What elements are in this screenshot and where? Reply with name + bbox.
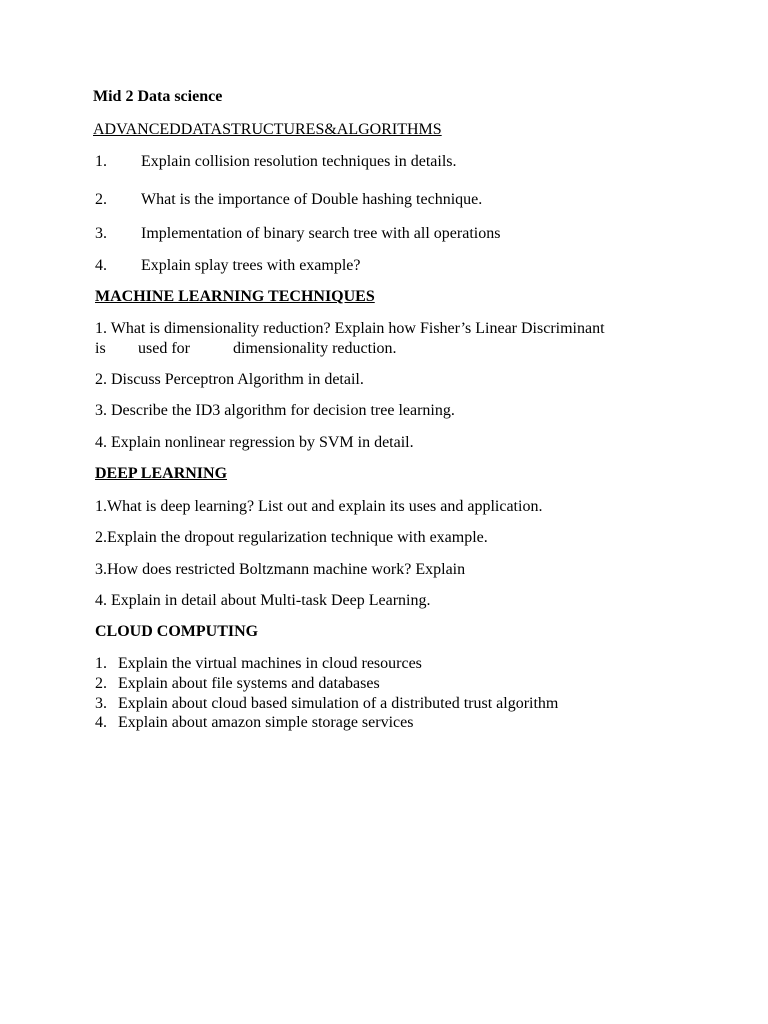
item-number: 4. <box>95 714 107 731</box>
list-item: 2.Explain the dropout regularization technique with example. <box>95 529 488 546</box>
item-text: Explain about file systems and databases <box>118 675 380 692</box>
section-heading-ads: ADVANCEDDATASTRUCTURES&ALGORITHMS <box>93 121 442 138</box>
item-number: 3. <box>95 225 107 242</box>
section-heading-ml: MACHINE LEARNING TECHNIQUES <box>95 288 375 305</box>
list-item: 4. Explain nonlinear regression by SVM in detail. <box>95 434 414 451</box>
item-text: Explain the virtual machines in cloud resources <box>118 655 422 672</box>
item-text: Explain about cloud based simulation of a distributed trust algorithm <box>118 695 559 712</box>
item-text: What is the importance of Double hashing technique. <box>141 191 483 208</box>
item-text: Implementation of binary search tree with all operations <box>141 225 501 242</box>
list-item: 4. Explain in detail about Multi-task Deep Learning. <box>95 592 431 609</box>
list-item: 2. Discuss Perceptron Algorithm in detail. <box>95 371 364 388</box>
item-number: 2. <box>95 191 107 208</box>
document-title: Mid 2 Data science <box>93 88 223 105</box>
item-number: 4. <box>95 257 107 274</box>
item-number: 2. <box>95 675 107 692</box>
item-text-line2-part3: dimensionality reduction. <box>233 340 397 357</box>
list-item: 3. Describe the ID3 algorithm for decision tree learning. <box>95 402 455 419</box>
item-text-line1: 1. What is dimensionality reduction? Explain how Fisher’s Linear Discriminant <box>95 320 605 337</box>
item-number: 3. <box>95 695 107 712</box>
item-number: 1. <box>95 655 107 672</box>
item-number: 1. <box>95 153 107 170</box>
item-text: Explain splay trees with example? <box>141 257 361 274</box>
item-text-line2-part1: is <box>95 340 106 357</box>
list-item: 1.What is deep learning? List out and explain its uses and application. <box>95 498 543 515</box>
section-heading-cc: CLOUD COMPUTING <box>95 623 259 640</box>
section-heading-dl: DEEP LEARNING <box>95 465 228 482</box>
item-text-line2-part2: used for <box>138 340 190 357</box>
item-text: Explain collision resolution techniques in details. <box>141 153 457 170</box>
list-item: 3.How does restricted Boltzmann machine work? Explain <box>95 561 466 578</box>
item-text: Explain about amazon simple storage services <box>118 714 414 731</box>
